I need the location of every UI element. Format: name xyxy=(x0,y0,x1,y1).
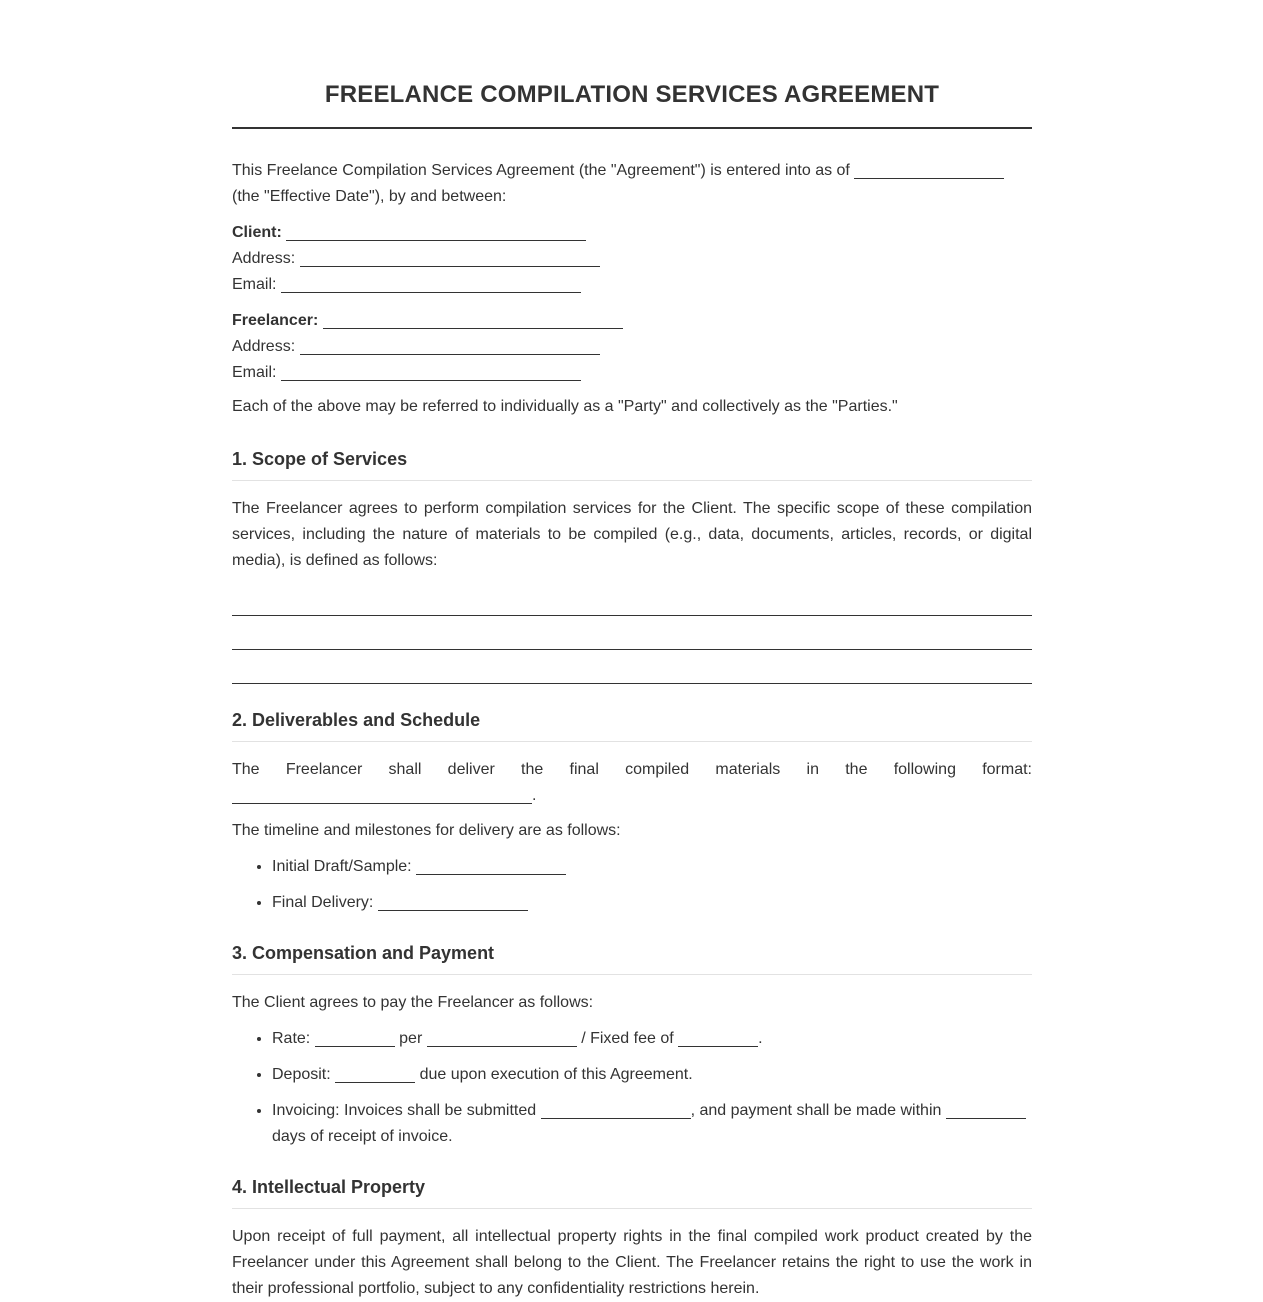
section-scope xyxy=(232,446,1032,684)
client-address-label: Address: xyxy=(232,250,296,267)
milestone-list xyxy=(232,854,1032,916)
scope-fill-line[interactable] xyxy=(232,649,1032,650)
invoicing-end-text: days of receipt of invoice. xyxy=(272,1128,453,1145)
payment-list xyxy=(232,1026,1032,1150)
format-words xyxy=(232,757,1032,783)
intro-paragraph xyxy=(232,158,1032,210)
freelancer-address-label: Address: xyxy=(232,338,296,355)
word: shall xyxy=(388,761,422,778)
word: in xyxy=(806,761,819,778)
freelancer-email-blank[interactable] xyxy=(281,364,581,381)
compensation-intro: The Client agrees to pay the Freelancer as follows: xyxy=(232,994,594,1011)
rate-label: Rate: xyxy=(272,1030,311,1047)
word: final xyxy=(569,761,599,778)
word: deliver xyxy=(447,761,495,778)
format-period: . xyxy=(532,787,537,804)
freelancer-label: Freelancer: xyxy=(232,312,319,329)
milestone-blank[interactable] xyxy=(378,894,528,911)
section-deliverables xyxy=(232,707,1032,916)
client-name-blank[interactable] xyxy=(286,224,586,241)
milestone-blank[interactable] xyxy=(416,858,566,875)
list-item xyxy=(272,1026,1032,1052)
list-item xyxy=(272,1098,1032,1150)
payment-days-blank[interactable] xyxy=(946,1102,1026,1119)
word: Freelancer xyxy=(285,761,363,778)
list-item xyxy=(272,1062,1032,1088)
rate-unit-blank[interactable] xyxy=(427,1030,577,1047)
freelancer-email-label: Email: xyxy=(232,364,277,381)
milestone-label: Final Delivery: xyxy=(272,894,374,911)
deposit-label: Deposit: xyxy=(272,1066,331,1083)
section-heading: 1. Scope of Services xyxy=(232,446,1032,481)
document-title: FREELANCE COMPILATION SERVICES AGREEMENT xyxy=(232,78,1032,129)
rate-per: per xyxy=(399,1030,423,1047)
freelancer-address-blank[interactable] xyxy=(300,338,600,355)
section-heading: 4. Intellectual Property xyxy=(232,1174,1032,1209)
word: the xyxy=(521,761,544,778)
rate-blank[interactable] xyxy=(315,1030,395,1047)
word: compiled xyxy=(625,761,690,778)
list-item xyxy=(272,890,1032,916)
invoicing-text: , and payment shall be made within xyxy=(690,1102,942,1119)
parties-note: Each of the above may be referred to individually as a "Party" and collectively as the "Parties." xyxy=(232,398,898,415)
fixed-fee-blank[interactable] xyxy=(678,1030,758,1047)
freelancer-name-blank[interactable] xyxy=(323,312,623,329)
word: materials xyxy=(715,761,781,778)
client-label: Client: xyxy=(232,224,282,241)
effective-date-blank[interactable] xyxy=(854,162,1004,179)
section-body: Upon receipt of full payment, all intellectual property rights in the final compiled work product created by the Freelancer under this Agreement shall belong to the Client. The Freelancer retains the right to use the work in their professional portfolio, subject to any confidentiality restrictions herein. xyxy=(232,1228,1032,1297)
fixed-fee-label: / Fixed fee of xyxy=(581,1030,674,1047)
section-body: The Freelancer agrees to perform compilation services for the Client. The specific scope of these compilation services, including the nature of materials to be compiled (e.g., data, documents, articles, records, or digital media), is defined as follows: xyxy=(232,500,1032,569)
timeline-text: The timeline and milestones for delivery are as follows: xyxy=(232,822,621,839)
list-item xyxy=(272,854,1032,880)
format-blank[interactable] xyxy=(232,787,532,804)
deposit-blank[interactable] xyxy=(335,1066,415,1083)
scope-fill-line[interactable] xyxy=(232,683,1032,684)
section-heading: 3. Compensation and Payment xyxy=(232,940,1032,975)
invoicing-label: Invoicing: Invoices shall be submitted xyxy=(272,1102,537,1119)
client-address-blank[interactable] xyxy=(300,250,600,267)
rate-period: . xyxy=(758,1030,763,1047)
scope-fill-line[interactable] xyxy=(232,615,1032,616)
section-compensation xyxy=(232,940,1032,1150)
client-email-blank[interactable] xyxy=(281,276,581,293)
client-email-label: Email: xyxy=(232,276,277,293)
format-paragraph xyxy=(232,757,1032,809)
invoicing-blank[interactable] xyxy=(541,1102,691,1119)
word: following xyxy=(893,761,956,778)
deposit-text: due upon execution of this Agreement. xyxy=(419,1066,693,1083)
intro-text: This Freelance Compilation Services Agreement (the "Agreement") is entered into as of xyxy=(232,162,850,179)
freelancer-block xyxy=(232,308,1032,386)
client-block xyxy=(232,220,1032,298)
agreement-document xyxy=(232,0,1032,1302)
word: format: xyxy=(982,761,1032,778)
section-heading: 2. Deliverables and Schedule xyxy=(232,707,1032,742)
word: The xyxy=(232,761,260,778)
intro-text-2: (the "Effective Date"), by and between: xyxy=(232,188,507,205)
section-ip xyxy=(232,1174,1032,1302)
word: the xyxy=(845,761,868,778)
milestone-label: Initial Draft/Sample: xyxy=(272,858,412,875)
